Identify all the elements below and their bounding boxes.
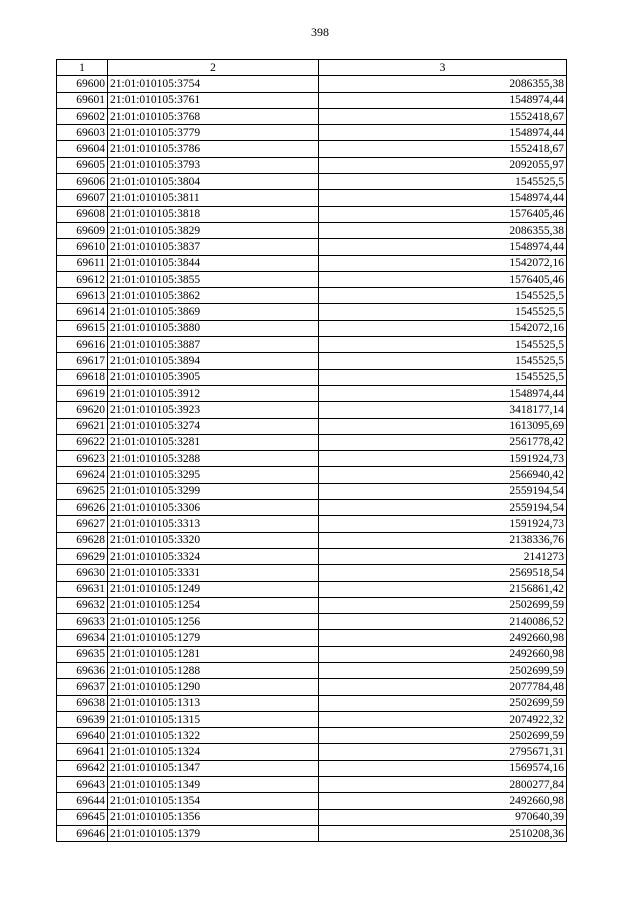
cadastral-value-cell: 2074922,32 bbox=[319, 711, 567, 727]
row-number-cell: 69603 bbox=[57, 125, 108, 141]
table-row bbox=[57, 711, 567, 727]
cadastral-value-cell: 1552418,67 bbox=[319, 108, 567, 124]
row-number-cell: 69606 bbox=[57, 174, 108, 190]
table-row bbox=[57, 825, 567, 841]
cadastral-value-cell: 2502699,59 bbox=[319, 662, 567, 678]
row-number-cell: 69630 bbox=[57, 565, 108, 581]
table-row bbox=[57, 108, 567, 124]
table-row bbox=[57, 597, 567, 613]
cadastral-number-cell: 21:01:010105:1354 bbox=[108, 793, 319, 809]
row-number-cell: 69626 bbox=[57, 500, 108, 516]
cadastral-number-cell: 21:01:010105:3288 bbox=[108, 451, 319, 467]
cadastral-number-cell: 21:01:010105:3320 bbox=[108, 532, 319, 548]
cadastral-value-cell: 2092055,97 bbox=[319, 157, 567, 173]
cadastral-number-cell: 21:01:010105:1290 bbox=[108, 679, 319, 695]
row-number-cell: 69602 bbox=[57, 108, 108, 124]
cadastral-number-cell: 21:01:010105:3761 bbox=[108, 92, 319, 108]
column-header-1: 1 bbox=[57, 60, 108, 76]
row-number-cell: 69629 bbox=[57, 548, 108, 564]
cadastral-value-cell: 2795671,31 bbox=[319, 744, 567, 760]
table-row bbox=[57, 662, 567, 678]
cadastral-number-cell: 21:01:010105:3894 bbox=[108, 353, 319, 369]
table-row bbox=[57, 809, 567, 825]
table-row bbox=[57, 418, 567, 434]
cadastral-number-cell: 21:01:010105:1315 bbox=[108, 711, 319, 727]
row-number-cell: 69643 bbox=[57, 777, 108, 793]
cadastral-number-cell: 21:01:010105:3299 bbox=[108, 483, 319, 499]
table-row bbox=[57, 402, 567, 418]
row-number-cell: 69604 bbox=[57, 141, 108, 157]
cadastral-value-cell: 2086355,38 bbox=[319, 222, 567, 238]
row-number-cell: 69614 bbox=[57, 304, 108, 320]
cadastral-number-cell: 21:01:010105:3818 bbox=[108, 206, 319, 222]
row-number-cell: 69645 bbox=[57, 809, 108, 825]
table-row bbox=[57, 695, 567, 711]
cadastral-value-cell: 1545525,5 bbox=[319, 288, 567, 304]
table-row bbox=[57, 174, 567, 190]
table-row bbox=[57, 614, 567, 630]
table-row bbox=[57, 76, 567, 92]
cadastral-number-cell: 21:01:010105:3862 bbox=[108, 288, 319, 304]
cadastral-number-cell: 21:01:010105:1279 bbox=[108, 630, 319, 646]
cadastral-value-cell: 2502699,59 bbox=[319, 728, 567, 744]
row-number-cell: 69608 bbox=[57, 206, 108, 222]
row-number-cell: 69624 bbox=[57, 467, 108, 483]
cadastral-number-cell: 21:01:010105:3923 bbox=[108, 402, 319, 418]
table-row bbox=[57, 222, 567, 238]
table-row bbox=[57, 92, 567, 108]
table-row bbox=[57, 451, 567, 467]
cadastral-number-cell: 21:01:010105:1324 bbox=[108, 744, 319, 760]
table-row bbox=[57, 500, 567, 516]
cadastral-number-cell: 21:01:010105:3811 bbox=[108, 190, 319, 206]
table-row bbox=[57, 320, 567, 336]
cadastral-number-cell: 21:01:010105:3281 bbox=[108, 434, 319, 450]
cadastral-value-cell: 2492660,98 bbox=[319, 646, 567, 662]
row-number-cell: 69612 bbox=[57, 271, 108, 287]
table-row bbox=[57, 467, 567, 483]
cadastral-value-cell: 2800277,84 bbox=[319, 777, 567, 793]
cadastral-value-cell: 1545525,5 bbox=[319, 304, 567, 320]
row-number-cell: 69646 bbox=[57, 825, 108, 841]
row-number-cell: 69622 bbox=[57, 434, 108, 450]
row-number-cell: 69628 bbox=[57, 532, 108, 548]
table-row bbox=[57, 760, 567, 776]
cadastral-number-cell: 21:01:010105:3793 bbox=[108, 157, 319, 173]
cadastral-value-cell: 1569574,16 bbox=[319, 760, 567, 776]
row-number-cell: 69641 bbox=[57, 744, 108, 760]
table-row bbox=[57, 239, 567, 255]
table-row bbox=[57, 353, 567, 369]
cadastral-number-cell: 21:01:010105:1356 bbox=[108, 809, 319, 825]
table-row bbox=[57, 630, 567, 646]
table-row bbox=[57, 483, 567, 499]
cadastral-number-cell: 21:01:010105:3837 bbox=[108, 239, 319, 255]
cadastral-value-cell: 2138336,76 bbox=[319, 532, 567, 548]
table-row bbox=[57, 288, 567, 304]
cadastral-number-cell: 21:01:010105:3880 bbox=[108, 320, 319, 336]
table-row bbox=[57, 141, 567, 157]
cadastral-value-cell: 1576405,46 bbox=[319, 271, 567, 287]
row-number-cell: 69609 bbox=[57, 222, 108, 238]
cadastral-value-cell: 2559194,54 bbox=[319, 483, 567, 499]
cadastral-value-cell: 1613095,69 bbox=[319, 418, 567, 434]
row-number-cell: 69610 bbox=[57, 239, 108, 255]
cadastral-value-cell: 1548974,44 bbox=[319, 239, 567, 255]
table-row bbox=[57, 337, 567, 353]
row-number-cell: 69601 bbox=[57, 92, 108, 108]
row-number-cell: 69607 bbox=[57, 190, 108, 206]
cadastral-value-cell: 2569518,54 bbox=[319, 565, 567, 581]
row-number-cell: 69619 bbox=[57, 385, 108, 401]
table-row bbox=[57, 532, 567, 548]
cadastral-number-cell: 21:01:010105:3324 bbox=[108, 548, 319, 564]
cadastral-number-cell: 21:01:010105:1349 bbox=[108, 777, 319, 793]
cadastral-number-cell: 21:01:010105:3313 bbox=[108, 516, 319, 532]
table-row bbox=[57, 271, 567, 287]
cadastral-number-cell: 21:01:010105:3905 bbox=[108, 369, 319, 385]
cadastral-value-cell: 1591924,73 bbox=[319, 516, 567, 532]
cadastral-number-cell: 21:01:010105:1347 bbox=[108, 760, 319, 776]
cadastral-value-cell: 1552418,67 bbox=[319, 141, 567, 157]
cadastral-value-cell: 1548974,44 bbox=[319, 125, 567, 141]
table-row bbox=[57, 190, 567, 206]
table-row bbox=[57, 157, 567, 173]
table-row bbox=[57, 369, 567, 385]
table-body bbox=[57, 76, 567, 842]
cadastral-value-cell: 1545525,5 bbox=[319, 174, 567, 190]
table-row bbox=[57, 125, 567, 141]
cadastral-value-cell: 2502699,59 bbox=[319, 597, 567, 613]
row-number-cell: 69618 bbox=[57, 369, 108, 385]
row-number-cell: 69627 bbox=[57, 516, 108, 532]
cadastral-value-cell: 1548974,44 bbox=[319, 385, 567, 401]
cadastral-value-cell: 1548974,44 bbox=[319, 190, 567, 206]
cadastral-number-cell: 21:01:010105:3912 bbox=[108, 385, 319, 401]
row-number-cell: 69636 bbox=[57, 662, 108, 678]
row-number-cell: 69638 bbox=[57, 695, 108, 711]
cadastral-number-cell: 21:01:010105:1281 bbox=[108, 646, 319, 662]
table-row bbox=[57, 385, 567, 401]
row-number-cell: 69620 bbox=[57, 402, 108, 418]
cadastral-value-cell: 1542072,16 bbox=[319, 320, 567, 336]
row-number-cell: 69632 bbox=[57, 597, 108, 613]
cadastral-number-cell: 21:01:010105:1322 bbox=[108, 728, 319, 744]
column-header-3: 3 bbox=[319, 60, 567, 76]
cadastral-number-cell: 21:01:010105:3306 bbox=[108, 500, 319, 516]
table-row bbox=[57, 206, 567, 222]
row-number-cell: 69623 bbox=[57, 451, 108, 467]
row-number-cell: 69625 bbox=[57, 483, 108, 499]
row-number-cell: 69600 bbox=[57, 76, 108, 92]
cadastral-number-cell: 21:01:010105:3829 bbox=[108, 222, 319, 238]
row-number-cell: 69613 bbox=[57, 288, 108, 304]
cadastral-number-cell: 21:01:010105:3754 bbox=[108, 76, 319, 92]
cadastral-value-cell: 2561778,42 bbox=[319, 434, 567, 450]
cadastral-value-cell: 2077784,48 bbox=[319, 679, 567, 695]
cadastral-value-cell: 2140086,52 bbox=[319, 614, 567, 630]
cadastral-number-cell: 21:01:010105:3855 bbox=[108, 271, 319, 287]
page-number: 398 bbox=[311, 25, 329, 39]
table-row bbox=[57, 793, 567, 809]
cadastral-value-cell: 1591924,73 bbox=[319, 451, 567, 467]
cadastral-number-cell: 21:01:010105:3274 bbox=[108, 418, 319, 434]
cadastral-number-cell: 21:01:010105:1256 bbox=[108, 614, 319, 630]
table-row bbox=[57, 565, 567, 581]
row-number-cell: 69616 bbox=[57, 337, 108, 353]
cadastral-number-cell: 21:01:010105:3844 bbox=[108, 255, 319, 271]
cadastral-value-cell: 2492660,98 bbox=[319, 793, 567, 809]
row-number-cell: 69633 bbox=[57, 614, 108, 630]
row-number-cell: 69640 bbox=[57, 728, 108, 744]
table-row bbox=[57, 777, 567, 793]
cadastral-value-cell: 1576405,46 bbox=[319, 206, 567, 222]
cadastral-value-cell: 1545525,5 bbox=[319, 369, 567, 385]
table-row bbox=[57, 728, 567, 744]
cadastral-number-cell: 21:01:010105:3295 bbox=[108, 467, 319, 483]
row-number-cell: 69615 bbox=[57, 320, 108, 336]
row-number-cell: 69635 bbox=[57, 646, 108, 662]
cadastral-number-cell: 21:01:010105:1313 bbox=[108, 695, 319, 711]
cadastral-value-cell: 2141273 bbox=[319, 548, 567, 564]
cadastral-value-cell: 1548974,44 bbox=[319, 92, 567, 108]
data-table bbox=[56, 59, 567, 842]
cadastral-value-cell: 2492660,98 bbox=[319, 630, 567, 646]
table-row bbox=[57, 516, 567, 532]
table-header-row bbox=[57, 60, 567, 76]
cadastral-number-cell: 21:01:010105:1249 bbox=[108, 581, 319, 597]
row-number-cell: 69637 bbox=[57, 679, 108, 695]
cadastral-number-cell: 21:01:010105:3887 bbox=[108, 337, 319, 353]
cadastral-value-cell: 1545525,5 bbox=[319, 353, 567, 369]
row-number-cell: 69611 bbox=[57, 255, 108, 271]
row-number-cell: 69644 bbox=[57, 793, 108, 809]
table-row bbox=[57, 304, 567, 320]
table-row bbox=[57, 646, 567, 662]
cadastral-number-cell: 21:01:010105:3331 bbox=[108, 565, 319, 581]
row-number-cell: 69605 bbox=[57, 157, 108, 173]
row-number-cell: 69642 bbox=[57, 760, 108, 776]
cadastral-value-cell: 2156861,42 bbox=[319, 581, 567, 597]
row-number-cell: 69634 bbox=[57, 630, 108, 646]
table-row bbox=[57, 434, 567, 450]
cadastral-value-cell: 1542072,16 bbox=[319, 255, 567, 271]
cadastral-value-cell: 3418177,14 bbox=[319, 402, 567, 418]
row-number-cell: 69639 bbox=[57, 711, 108, 727]
cadastral-value-cell: 2086355,38 bbox=[319, 76, 567, 92]
cadastral-value-cell: 970640,39 bbox=[319, 809, 567, 825]
cadastral-number-cell: 21:01:010105:3786 bbox=[108, 141, 319, 157]
cadastral-value-cell: 2566940,42 bbox=[319, 467, 567, 483]
cadastral-number-cell: 21:01:010105:3804 bbox=[108, 174, 319, 190]
table-row bbox=[57, 255, 567, 271]
cadastral-number-cell: 21:01:010105:1254 bbox=[108, 597, 319, 613]
row-number-cell: 69631 bbox=[57, 581, 108, 597]
cadastral-value-cell: 2510208,36 bbox=[319, 825, 567, 841]
table-row bbox=[57, 581, 567, 597]
table-row bbox=[57, 744, 567, 760]
column-header-2: 2 bbox=[108, 60, 319, 76]
row-number-cell: 69617 bbox=[57, 353, 108, 369]
cadastral-value-cell: 2502699,59 bbox=[319, 695, 567, 711]
cadastral-number-cell: 21:01:010105:3779 bbox=[108, 125, 319, 141]
table-row bbox=[57, 548, 567, 564]
cadastral-number-cell: 21:01:010105:1379 bbox=[108, 825, 319, 841]
cadastral-value-cell: 1545525,5 bbox=[319, 337, 567, 353]
table-row bbox=[57, 679, 567, 695]
cadastral-number-cell: 21:01:010105:1288 bbox=[108, 662, 319, 678]
cadastral-number-cell: 21:01:010105:3768 bbox=[108, 108, 319, 124]
row-number-cell: 69621 bbox=[57, 418, 108, 434]
cadastral-number-cell: 21:01:010105:3869 bbox=[108, 304, 319, 320]
cadastral-value-cell: 2559194,54 bbox=[319, 500, 567, 516]
